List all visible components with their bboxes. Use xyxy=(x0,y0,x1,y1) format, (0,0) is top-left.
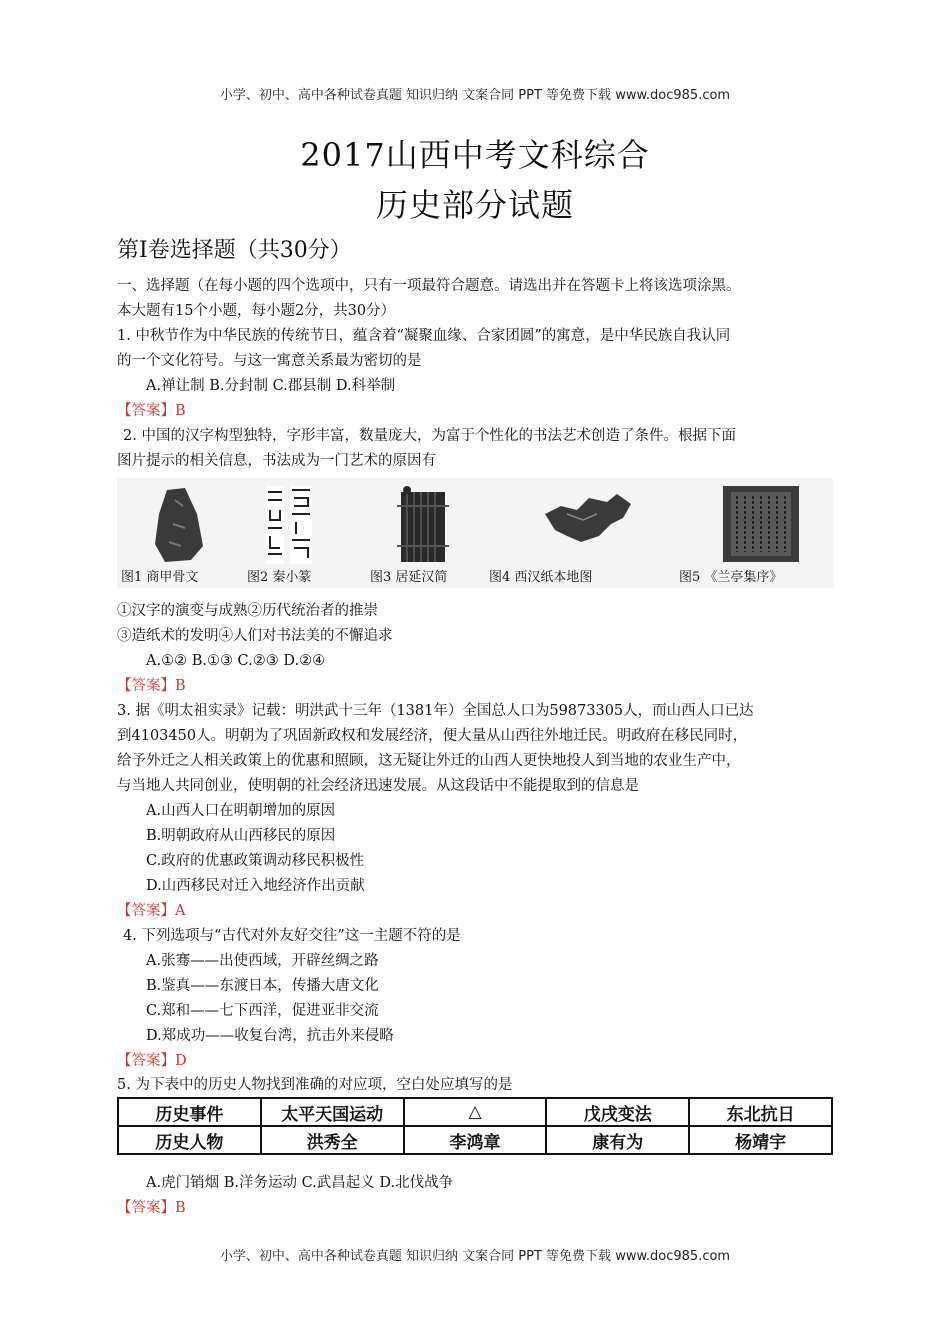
question-5-options: A.虎门销烟 B.洋务运动 C.武昌起义 D.北伐战争 xyxy=(146,1175,454,1191)
bamboo-slips-image xyxy=(387,484,457,566)
table-cell: 东北抗日 xyxy=(689,1098,832,1126)
question-3-option: A.山西人口在明朝增加的原因 xyxy=(146,803,336,819)
question-5-answer xyxy=(117,1198,186,1218)
paper-map-image xyxy=(537,484,637,554)
question-1-text: 1. 中秋节作为中华民族的传统节日，蕴含着“凝聚血缘、合家团圆”的寓意，是中华民族自我认同 xyxy=(117,328,731,344)
figure-captions xyxy=(117,566,833,586)
figure-caption: 图1 商甲骨文 xyxy=(121,570,199,585)
question-4-answer xyxy=(117,1051,187,1071)
table-row xyxy=(118,1126,832,1154)
question-2-text: 图片提示的相关信息，书法成为一门艺术的原因有 xyxy=(117,453,436,469)
question-1-options: A.禅让制 B.分封制 C.郡县制 D.科举制 xyxy=(146,378,396,394)
answer-label: 【答案】 xyxy=(117,403,175,419)
question-3-text: 3. 据《明太祖实录》记载：明洪武十三年（1381年）全国总人口为59873305人，而山西人口已达 xyxy=(117,703,754,719)
calligraphy-figures xyxy=(117,478,833,588)
question-4-option: C.郑和——七下西洋，促进亚非交流 xyxy=(146,1003,379,1019)
figure-caption: 图4 西汉纸本地图 xyxy=(489,570,593,585)
question-2-statement: ①汉字的演变与成熟②历代统治者的推崇 xyxy=(117,603,378,619)
question-3-option: C.政府的优惠政策调动移民积极性 xyxy=(146,853,365,869)
question-1-answer xyxy=(117,401,186,421)
seal-script-image xyxy=(262,484,317,564)
question-2-options: A.①② B.①③ C.②③ D.②④ xyxy=(146,653,326,669)
figure-caption: 图5 《兰亭集序》 xyxy=(679,570,783,585)
answer-value: B xyxy=(175,403,186,419)
question-4-text: 4. 下列选项与“古代对外友好交往”这一主题不符的是 xyxy=(123,928,461,944)
table-row xyxy=(118,1098,832,1126)
question-4-option: D.郑成功——收复台湾，抗击外来侵略 xyxy=(146,1028,394,1044)
question-4-option: B.鉴真——东渡日本，传播大唐文化 xyxy=(146,978,379,994)
table-cell: 历史人物 xyxy=(118,1126,261,1154)
history-table xyxy=(117,1097,833,1155)
page-header: 小学、初中、高中各种试卷真题 知识归纳 文案合同 PPT 等免费下载 www.doc985.com xyxy=(219,88,731,103)
answer-label: 【答案】 xyxy=(117,1200,175,1216)
answer-value: D xyxy=(175,1053,187,1069)
question-3-answer xyxy=(117,901,185,921)
question-4-option: A.张骞——出使西域，开辟丝绸之路 xyxy=(146,953,379,969)
question-2-statement: ③造纸术的发明④人们对书法美的不懈追求 xyxy=(117,628,393,644)
figure-caption: 图3 居延汉简 xyxy=(370,570,448,585)
question-1-text: 的一个文化符号。与这一寓意关系最为密切的是 xyxy=(117,353,422,369)
answer-value: B xyxy=(175,1200,186,1216)
answer-value: B xyxy=(175,678,186,694)
question-2-answer xyxy=(117,676,186,696)
question-5-text: 5. 为下表中的历史人物找到准确的对应项，空白处应填写的是 xyxy=(117,1077,513,1093)
page-footer: 小学、初中、高中各种试卷真题 知识归纳 文案合同 PPT 等免费下载 www.doc985.com xyxy=(219,1249,731,1264)
table-cell: 太平天国运动 xyxy=(261,1098,404,1126)
figure-caption: 图2 秦小篆 xyxy=(247,570,312,585)
answer-label: 【答案】 xyxy=(117,1053,175,1069)
table-cell: 历史事件 xyxy=(118,1098,261,1126)
table-cell: 杨靖宇 xyxy=(689,1126,832,1154)
question-3-option: B.明朝政府从山西移民的原因 xyxy=(146,828,336,844)
table-cell: 洪秀全 xyxy=(261,1126,404,1154)
answer-value: A xyxy=(175,903,186,919)
question-3-text: 给予外迁之人相关政策上的优惠和照顾，这无疑让外迁的山西人更快地投人到当地的农业生产中， xyxy=(117,753,741,769)
instruction-line: 本大题有15个小题，每小题2分，共30分） xyxy=(117,303,396,319)
lanting-preface-image xyxy=(721,484,801,564)
table-cell: △ xyxy=(404,1098,547,1126)
instruction-line: 一、选择题（在每小题的四个选项中，只有一项最符合题意。请选出并在答题卡上将该选项涂黑。 xyxy=(117,278,741,294)
table-cell: 戊戌变法 xyxy=(546,1098,689,1126)
answer-label: 【答案】 xyxy=(117,903,175,919)
exam-title: 2017山西中考文科综合 xyxy=(300,136,650,174)
oracle-bone-image xyxy=(145,484,215,564)
question-3-text: 到4103450人。明朝为了巩固新政权和发展经济，便大量从山西往外地迁民。明政府在移民同时， xyxy=(117,728,748,744)
question-3-option: D.山西移民对迁入地经济作出贡献 xyxy=(146,878,365,894)
question-2-text: 2. 中国的汉字构型独特，字形丰富，数量庞大，为富于个性化的书法艺术创造了条件。根据下面 xyxy=(123,428,736,444)
answer-label: 【答案】 xyxy=(117,678,175,694)
table-cell: 康有为 xyxy=(546,1126,689,1154)
exam-subtitle: 历史部分试题 xyxy=(375,186,574,224)
question-3-text: 与当地人共同创业，使明朝的社会经济迅速发展。从这段话中不能提取到的信息是 xyxy=(117,778,639,794)
table-cell: 李鸿章 xyxy=(404,1126,547,1154)
section-title: 第Ⅰ卷选择题（共30分） xyxy=(117,238,352,263)
